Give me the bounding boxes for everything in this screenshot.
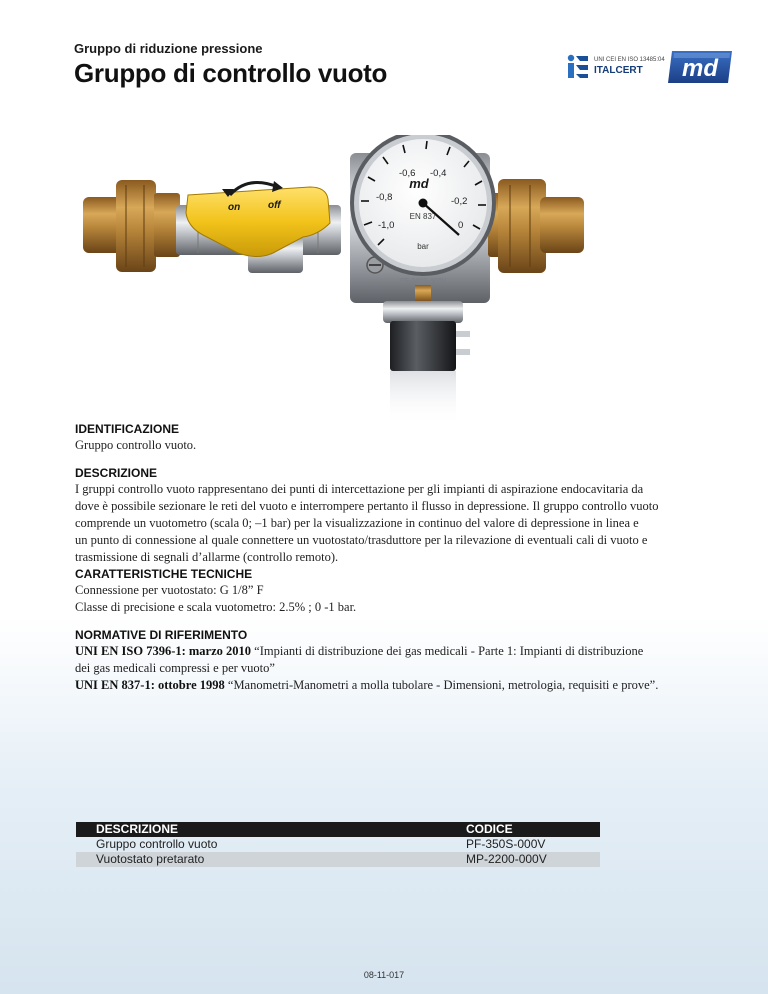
text-line: Classe di precisione e scala vuotometro: 2.5% ; 0 -1 bar. [75,600,357,614]
table-cell-codice: PF-350S-000V [466,837,546,851]
text-line [75,643,700,660]
table-header-row [76,822,600,837]
table-row [76,837,600,852]
document-code: 08-11-017 [363,970,405,980]
valve-off-label: off [268,200,281,211]
text-line: dei gas medicali compressi e per vuoto” [75,661,275,675]
gauge-unit-label: bar [417,242,429,251]
norm-description: “Impianti di distribuzione dei gas medicali - Parte 1: Impianti di distribuzione [251,644,644,658]
text-line: dove è possibile sezionare le reti del vuoto e interrompere pertanto il flusso in depressione. Il gruppo controllo vuoto [75,499,659,513]
text-line [75,677,700,694]
table-row [76,852,600,867]
gauge-scale-label: -0,6 [399,168,416,179]
left-brass-fitting [83,180,180,272]
certification-standard: UNI CEI EN ISO 13485:04 [594,57,665,63]
vacuum-switch [383,285,470,427]
gauge-standard-label: EN 837 [409,212,437,221]
md-brand-logo [666,49,734,85]
text-line: trasmissione di segnali d’allarme (controllo remoto). [75,550,339,564]
text-line: comprende un vuotometro (scala 0; –1 bar) per la visualizzazione in continuo del valore di depressione in linea e [75,516,639,530]
right-brass-fitting [488,179,584,273]
gauge-brand-label: md [409,176,429,191]
section-heading-caratteristiche: CARATTERISTICHE TECNICHE [75,567,253,581]
norm-reference: UNI EN ISO 7396-1: marzo 2010 [75,644,252,658]
gauge-scale-label: -0,2 [451,196,468,207]
page-subtitle: Gruppo di riduzione pressione [74,41,263,56]
gauge-scale-label: -0,8 [376,192,393,203]
certification-body: ITALCERT [594,65,643,76]
table-cell-codice: MP-2200-000V [466,852,547,866]
product-photo [78,135,598,430]
caratteristiche-text [75,582,700,616]
text-line: I gruppi controllo vuoto rappresentano dei punti di intercettazione per gli impianti di aspirazione endocavitaria da [75,482,644,496]
normative-text [75,643,700,694]
text-line: un punto di connessione al quale connettere un vuotostato/trasduttore per la rilevazione di eventuali cali di vuoto e [75,533,648,547]
table-cell-descrizione: Gruppo controllo vuoto [96,837,218,851]
column-header-descrizione: DESCRIZIONE [96,822,179,836]
body-code-label: PF-040S-000V [400,278,447,285]
gauge-scale-label: -1,0 [378,220,395,231]
column-header-codice: CODICE [466,822,513,836]
descrizione-text [75,481,700,566]
gauge-scale-label: 0 [458,220,464,231]
code-table [76,822,600,867]
page-title: Gruppo di controllo vuoto [74,58,388,88]
section-heading-descrizione: DESCRIZIONE [75,466,158,480]
italcert-logo [566,54,665,80]
valve-on-label: on [228,202,241,213]
section-heading-normative: NORMATIVE DI RIFERIMENTO [75,628,248,642]
brand-logo-text: md [682,55,718,82]
section-heading-identificazione: IDENTIFICAZIONE [75,422,179,436]
italcert-mark-icon [566,54,590,80]
norm-reference: UNI EN 837-1: ottobre 1998 [75,678,225,692]
table-cell-descrizione: Vuotostato pretarato [96,852,205,866]
gauge-scale-label: -0,4 [430,168,447,179]
identificazione-text: Gruppo controllo vuoto. [75,438,197,452]
text-line: Connessione per vuotostato: G 1/8” F [75,583,264,597]
vacuum-gauge [350,135,496,276]
norm-description: “Manometri-Manometri a molla tubolare - Dimensioni, metrologia, requisiti e prove”. [224,678,659,692]
